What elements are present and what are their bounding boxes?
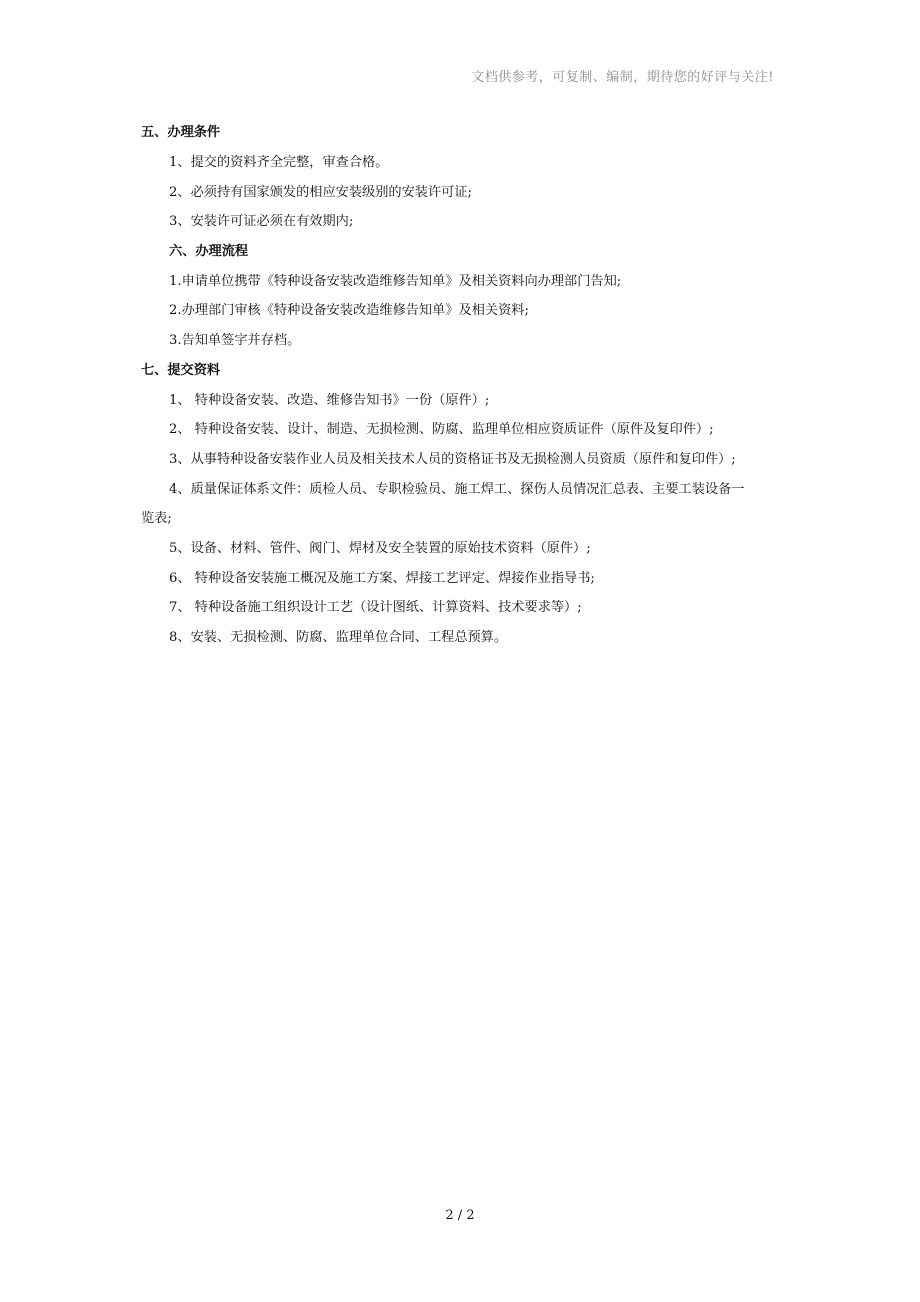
document-item: 3、从事特种设备安装作业人员及相关技术人员的资格证书及无损检测人员资质（原件和复印件）; bbox=[169, 452, 736, 467]
document-item: 1、 特种设备安装、改造、维修告知书》一份（原件）; bbox=[169, 393, 490, 408]
section-heading-documents: 七、提交资料 bbox=[141, 363, 221, 378]
document-item: 8、安装、无损检测、防腐、监理单位合同、工程总预算。 bbox=[169, 630, 508, 645]
document-item: 4、质量保证体系文件：质检人员、专职检验员、施工焊工、探伤人员情况汇总表、主要工装设备一 bbox=[169, 482, 745, 497]
document-item: 6、 特种设备安装施工概况及施工方案、焊接工艺评定、焊接作业指导书; bbox=[169, 571, 595, 586]
section-heading-process: 六、办理流程 bbox=[169, 244, 249, 259]
condition-item: 1、提交的资料齐全完整，审查合格。 bbox=[169, 155, 389, 170]
condition-item: 2、必须持有国家颁发的相应安装级别的安装许可证; bbox=[169, 185, 472, 200]
process-step: 1.申请单位携带《特种设备安装改造维修告知单》及相关资料向办理部门告知; bbox=[169, 274, 622, 289]
process-step: 2.办理部门审核《特种设备安装改造维修告知单》及相关资料; bbox=[169, 303, 529, 318]
page-number: 2 / 2 bbox=[445, 1208, 475, 1223]
document-item: 2、 特种设备安装、设计、制造、无损检测、防腐、监理单位相应资质证件（原件及复印件）; bbox=[169, 422, 714, 437]
process-step: 3.告知单签字并存档。 bbox=[169, 333, 301, 348]
section-heading-conditions: 五、办理条件 bbox=[141, 125, 221, 140]
document-item: 7、 特种设备施工组织设计工艺（设计图纸、计算资料、技术要求等）; bbox=[169, 600, 582, 615]
condition-item: 3、安装许可证必须在有效期内; bbox=[169, 214, 354, 229]
document-item: 5、设备、材料、管件、阀门、焊材及安全装置的原始技术资料（原件）; bbox=[169, 541, 591, 556]
header-note: 文档供参考，可复制、编制，期待您的好评与关注! bbox=[471, 70, 774, 85]
document-item-continuation: 览表; bbox=[141, 511, 172, 526]
